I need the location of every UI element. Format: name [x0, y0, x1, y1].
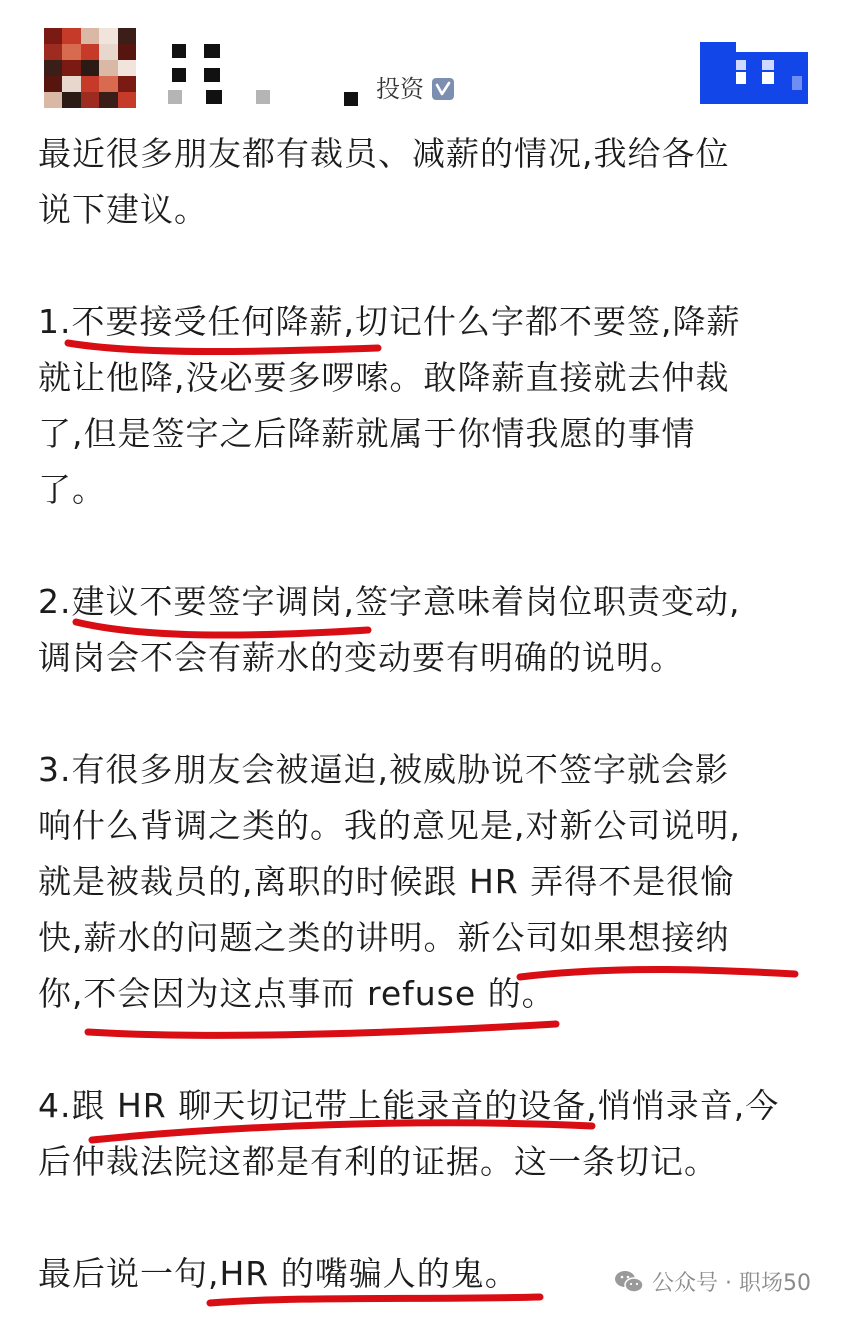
paragraph-line: 最近很多朋友都有裁员、减薪的情况,我给各位 — [38, 134, 730, 173]
paragraph-line: 4.跟 HR 聊天切记带上能录音的设备,悄悄录音,今 — [38, 1086, 780, 1125]
paragraph-line: 说下建议。 — [38, 190, 208, 229]
paragraph-line: 快,薪水的问题之类的讲明。新公司如果想接纳 — [38, 918, 730, 957]
paragraph-line: 就让他降,没必要多啰嗦。敢降薪直接就去仲裁 — [38, 358, 730, 397]
post-paragraph — [38, 1078, 818, 1190]
post-paragraph — [38, 742, 818, 1022]
user-category — [376, 74, 454, 104]
watermark-text: 公众号 · 职场50 — [652, 1271, 811, 1296]
paragraph-line: 你,不会因为这点事而 refuse 的。 — [38, 974, 556, 1013]
paragraph-line: 就是被裁员的,离职的时候跟 HR 弄得不是很愉 — [38, 862, 735, 901]
category-label: 投资 — [376, 75, 424, 103]
watermark — [614, 1266, 811, 1297]
paragraph-line: 了,但是签字之后降薪就属于你情我愿的事情 — [38, 414, 696, 453]
paragraph-line: 后仲裁法院这都是有利的证据。这一条切记。 — [38, 1142, 718, 1181]
avatar[interactable] — [44, 28, 136, 108]
paragraph-line: 2.建议不要签字调岗,签字意味着岗位职责变动, — [38, 582, 741, 621]
wechat-icon — [614, 1269, 644, 1295]
post-paragraph — [38, 574, 818, 686]
post-body — [38, 126, 818, 1302]
verified-icon — [432, 78, 454, 100]
username-redacted[interactable] — [160, 40, 365, 108]
app-logo-icon[interactable] — [700, 42, 808, 104]
paragraph-line: 响什么背调之类的。我的意见是,对新公司说明, — [38, 806, 741, 845]
paragraph-line: 3.有很多朋友会被逼迫,被威胁说不签字就会影 — [38, 750, 729, 789]
paragraph-line: 1.不要接受任何降薪,切记什么字都不要签,降薪 — [38, 302, 741, 341]
paragraph-line: 了。 — [38, 470, 106, 509]
paragraph-line: 调岗会不会有薪水的变动要有明确的说明。 — [38, 638, 684, 677]
post-paragraph — [38, 294, 818, 518]
paragraph-line: 最后说一句,HR 的嘴骗人的鬼。 — [38, 1254, 519, 1293]
post-paragraph — [38, 126, 818, 238]
